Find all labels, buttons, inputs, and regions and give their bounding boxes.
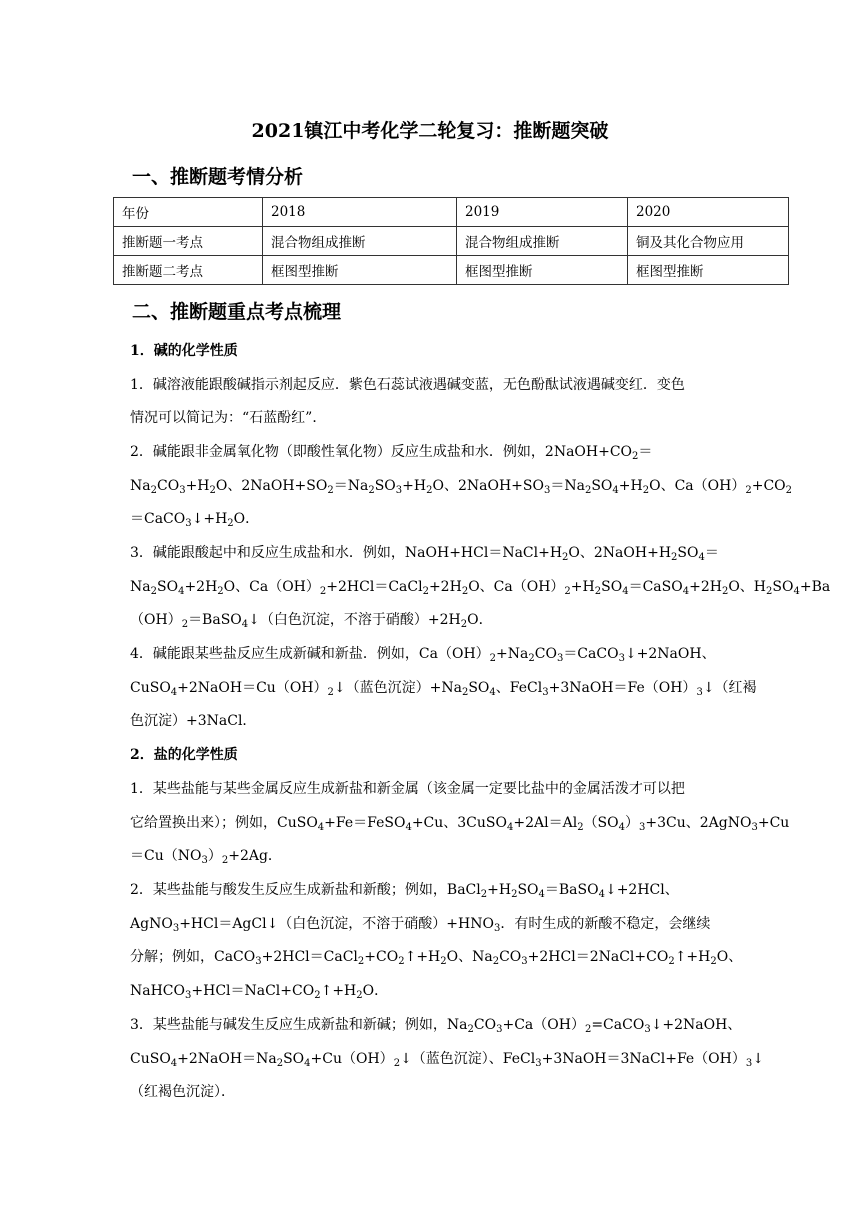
body-line: $=Cu(NO_3)_2+2Ag$． [130, 848, 282, 866]
subheading-base-properties: 1．碱的化学性质 [130, 343, 238, 359]
body-line: 1．某些盐能与某些金属反应生成新盐和新金属（该金属一定要比盐中的金属活泼才可以把 [130, 781, 685, 797]
table-cell: 2020 [628, 198, 789, 227]
body-line: $(OH)_2=BaSO_4↓$（白色沉淀，不溶于硝酸）$+2H_2O$． [130, 612, 493, 630]
body-line: 2．碱能跟非金属氧化物（即酸性氧化物）反应生成盐和水．例如，$2NaOH+CO_2=$ [130, 444, 653, 462]
table-cell: 2018 [263, 198, 457, 227]
subheading-salt-properties: 2．盐的化学性质 [130, 747, 238, 763]
table-cell: 年份 [114, 198, 263, 227]
body-line: $Na_2CO_3+H_2O$、$2NaOH+SO_2=Na_2SO_3+H_2O$、$2NaOH+SO_3=Na_2SO_4+H_2O$、$Ca(OH)_2+CO_2$ [130, 478, 793, 496]
exam-analysis-table [113, 197, 789, 285]
table-cell: 推断题一考点 [114, 227, 263, 256]
body-line: 3．碱能跟酸起中和反应生成盐和水．例如，$NaOH+HCl=NaCl+H_2O$、$2NaOH+H_2SO_4=$ [130, 545, 719, 563]
table-row [114, 256, 789, 285]
table-cell: 铜及其化合物应用 [628, 227, 789, 256]
table-cell: 混合物组成推断 [457, 227, 628, 256]
body-line: 色沉淀）+3NaCl． [130, 713, 257, 729]
body-line: $=CaCO_3↓+H_2O$． [130, 511, 260, 529]
section-heading-analysis: 一、推断题考情分析 [132, 166, 304, 188]
body-line: 1．碱溶液能跟酸碱指示剂起反应．紫色石蕊试液遇碱变蓝，无色酚酞试液遇碱变红．变色 [130, 377, 685, 393]
table-cell: 推断题二考点 [114, 256, 263, 285]
body-line: $Na_2SO_4+2H_2O$、$Ca(OH)_2+2HCl=CaCl_2+2H_2O$、$Ca(OH)_2+H_2SO_4=CaSO_4+2H_2O$、$H_2SO_4+Ba$ [130, 579, 831, 597]
body-line: 它给置换出来）；例如，CuSO$_4$+Fe＝FeSO$_4$+Cu、$3CuSO_4+2Al=Al_2(SO_4)_3+3Cu$、2AgNO$_3$+Cu [130, 815, 790, 833]
page-title: 2021镇江中考化学二轮复习：推断题突破 [251, 120, 609, 142]
body-line: 情况可以简记为：“石蓝酚红”． [130, 410, 327, 426]
table-cell: 框图型推断 [263, 256, 457, 285]
body-line: 2．某些盐能与酸发生反应生成新盐和新酸；例如，$BaCl_2+H_2SO_4=BaSO_4↓+2HCl$、 [130, 882, 679, 900]
table-cell: 框图型推断 [628, 256, 789, 285]
table-cell: 框图型推断 [457, 256, 628, 285]
body-line: 分解；例如，$CaCO_3+2HCl=CaCl_2+CO_2↑+H_2O$、$Na_2CO_3+2HCl=2NaCl+CO_2↑+H_2O$、 [130, 949, 743, 967]
body-line: $CuSO_4+2NaOH=Na_2SO_4+Cu(OH)_2↓$（蓝色沉淀）、$FeCl_3+3NaOH=3NaCl+Fe(OH)_3↓$ [130, 1051, 764, 1069]
body-line: 3．某些盐能与碱发生反应生成新盐和新碱；例如，$Na_2CO_3+Ca(OH)_2=CaCO_3↓+2NaOH$、 [130, 1017, 742, 1035]
table-row [114, 198, 789, 227]
table-row [114, 227, 789, 256]
body-line: （红褐色沉淀）． [130, 1084, 235, 1100]
body-line: AgNO$_3$+HCl＝AgCl↓（白色沉淀，不溶于硝酸）$+HNO_3$．有时生成的新酸不稳定，会继续 [130, 916, 711, 934]
body-line: 4．碱能跟某些盐反应生成新碱和新盐．例如，$Ca(OH)_2+Na_2CO_3=CaCO_3↓+2NaOH$、 [130, 646, 716, 664]
table-cell: 混合物组成推断 [263, 227, 457, 256]
body-line: $CuSO_4+2NaOH=Cu(OH)_2↓$（蓝色沉淀）$+Na_2SO_4$、$FeCl_3+3NaOH=Fe(OH)_3↓$（红褐 [130, 680, 757, 698]
body-line: $NaHCO_3+HCl=NaCl+CO_2↑+H_2O$． [130, 983, 389, 1001]
table-cell: 2019 [457, 198, 628, 227]
section-heading-key-points: 二、推断题重点考点梳理 [132, 301, 342, 323]
